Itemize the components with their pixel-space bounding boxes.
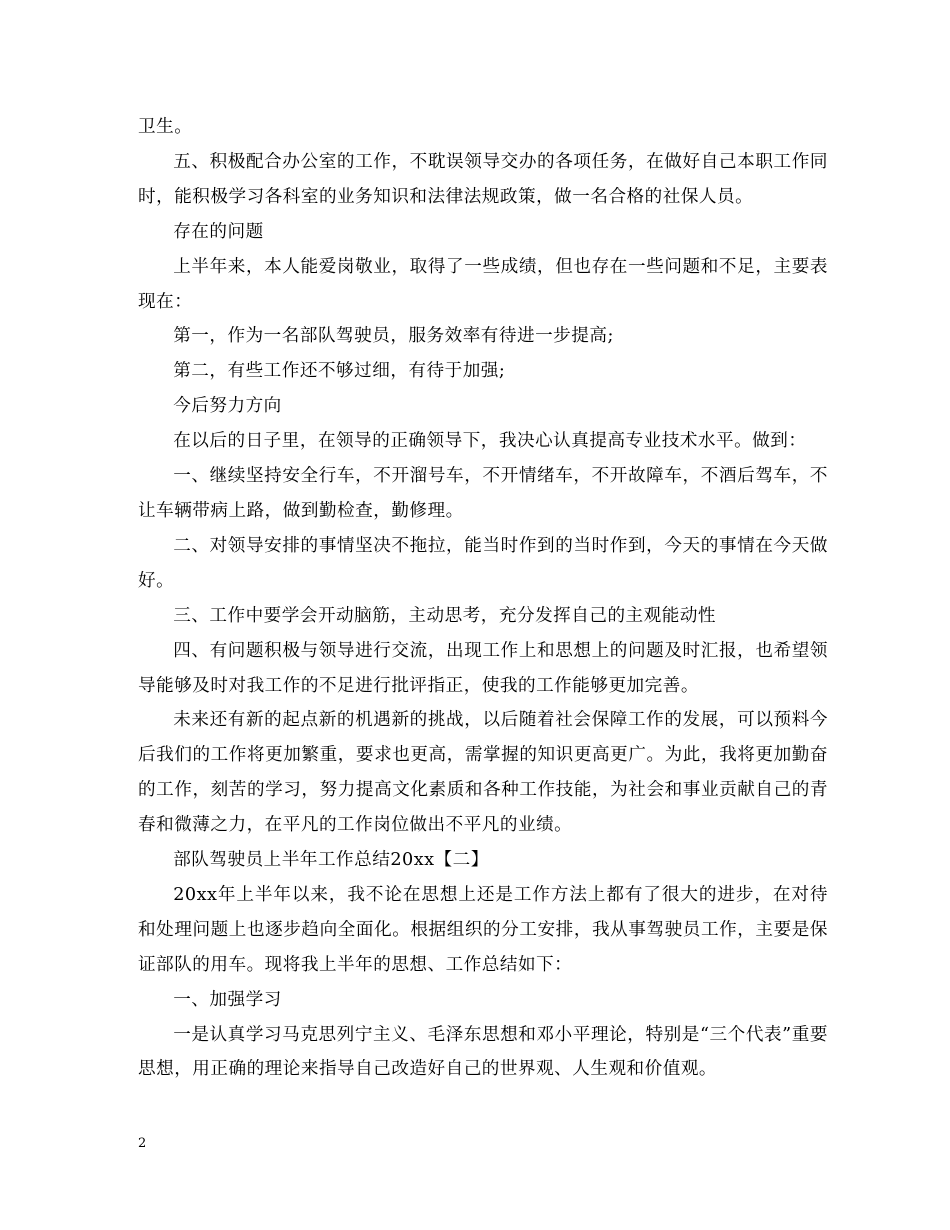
paragraph: 一是认真学习马克思列宁主义、毛泽东思想和邓小平理论，特别是“三个代表”重要思想，用正确的理论来指导自己改造好自己的世界观、人生观和价值观。	[138, 1024, 828, 1080]
paragraph: 一、加强学习	[173, 989, 282, 1010]
paragraph: 四、有问题积极与领导进行交流，出现工作上和思想上的问题及时汇报，也希望领导能够及时对我工作的不足进行批评指正，使我的工作能够更加完善。	[138, 640, 828, 696]
paragraph: 五、积极配合办公室的工作，不耽误领导交办的各项任务，在做好自己本职工作同时，能积极学习各科室的业务知识和法律法规政策，做一名合格的社保人员。	[138, 151, 828, 207]
paragraph: 二、对领导安排的事情坚决不拖拉，能当时作到的当时作到，今天的事情在今天做好。	[138, 535, 828, 591]
paragraph: 卫生。	[138, 117, 193, 137]
paragraph: 今后努力方向	[173, 396, 282, 417]
paragraph: 存在的问题	[173, 221, 264, 242]
page-number: 2	[138, 1136, 147, 1151]
paragraph: 第二，有些工作还不够过细，有待于加强;	[173, 361, 506, 382]
paragraph: 第一，作为一名部队驾驶员，服务效率有待进一步提高;	[173, 326, 614, 347]
paragraph: 在以后的日子里，在领导的正确领导下，我决心认真提高专业技术水平。做到：	[173, 431, 807, 452]
paragraph: 未来还有新的起点新的机遇新的挑战，以后随着社会保障工作的发展，可以预料今后我们的工作将更加繁重，要求也更高，需掌握的知识更高更广。为此，我将更加勤奋的工作，刻苦的学习，努力提高文化素质和各种工作技能，为社会和事业贡献自己的青春和微薄之力，在平凡的工作岗位做出不平凡的业绩。	[138, 710, 828, 836]
document-body	[138, 110, 828, 1087]
paragraph: 20xx年上半年以来，我不论在思想上还是工作方法上都有了很大的进步，在对待和处理问题上也逐步趋向全面化。根据组织的分工安排，我从事驾驶员工作，主要是保证部队的用车。现将我上半年的思想、工作总结如下：	[138, 884, 828, 975]
paragraph: 一、继续坚持安全行车，不开溜号车，不开情绪车，不开故障车，不酒后驾车，不让车辆带病上路，做到勤检查，勤修理。	[138, 466, 828, 521]
paragraph: 部队驾驶员上半年工作总结20xx【二】	[173, 850, 489, 871]
paragraph: 上半年来，本人能爱岗敬业，取得了一些成绩，但也存在一些问题和不足，主要表现在：	[138, 256, 828, 312]
paragraph: 三、工作中要学会开动脑筋，主动思考，充分发挥自己的主观能动性	[173, 605, 717, 626]
